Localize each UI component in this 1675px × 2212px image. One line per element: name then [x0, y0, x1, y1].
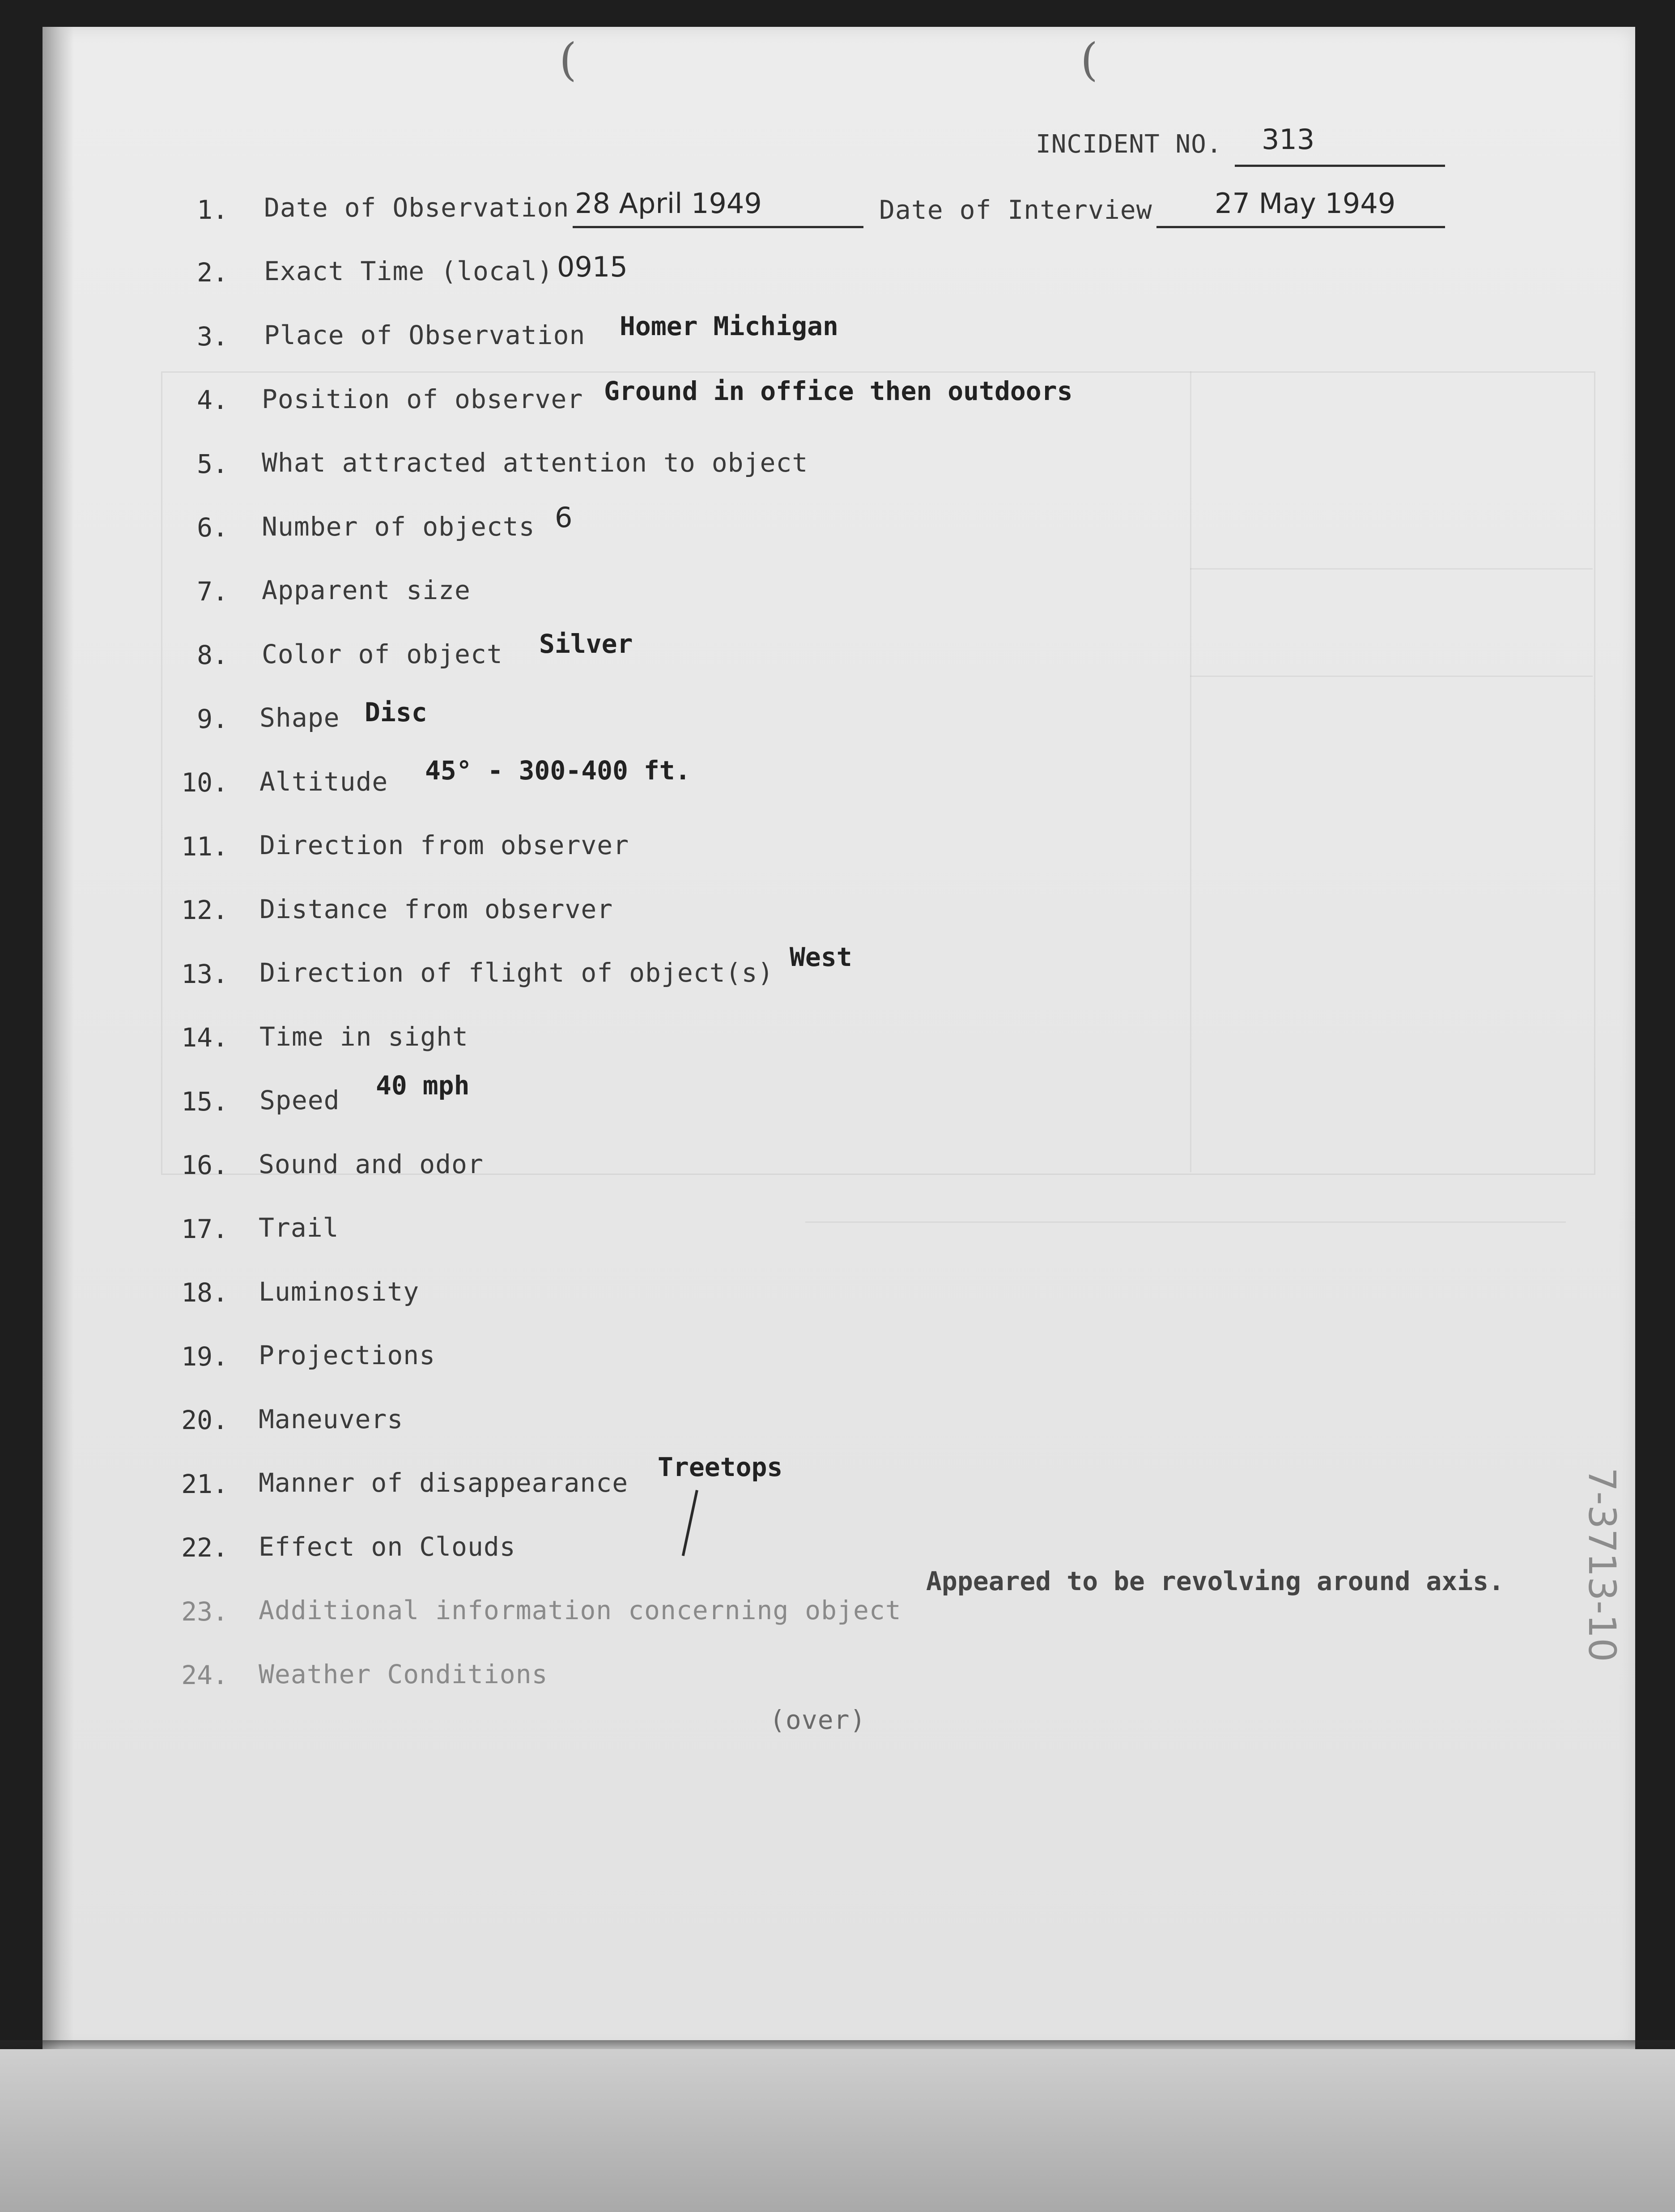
item-value-exact-time: 0915: [557, 251, 628, 283]
bleed-through-line: [1190, 371, 1191, 1172]
item-value-disappearance: Treetops: [658, 1452, 783, 1482]
item-number: 5.: [197, 449, 228, 479]
item-number: 9.: [197, 704, 228, 734]
item-label-sound-odor: Sound and odor: [259, 1149, 484, 1179]
date-interview-label: Date of Interview: [879, 195, 1152, 225]
bleed-through-line: [805, 1221, 1566, 1223]
date-observation-value: 28 April 1949: [575, 187, 762, 220]
item-number: 10.: [181, 767, 228, 798]
item-label-direction-observer: Direction from observer: [259, 830, 629, 860]
item-label-altitude: Altitude: [259, 766, 388, 797]
item-number: 23.: [181, 1596, 228, 1627]
item-label-apparent-size: Apparent size: [262, 575, 471, 605]
incident-number: 313: [1262, 123, 1315, 156]
item-label-weather: Weather Conditions: [259, 1659, 548, 1689]
item-value-shape: Disc: [365, 697, 427, 727]
item-label-attention: What attracted attention to object: [262, 447, 808, 478]
item-number: 19.: [181, 1341, 228, 1372]
date-interview-underline: [1156, 226, 1445, 228]
item-label-maneuvers: Maneuvers: [259, 1404, 404, 1434]
date-observation-underline: [573, 226, 863, 228]
item-number: 2.: [197, 257, 228, 288]
item-number: 8.: [197, 640, 228, 670]
item-label-color: Color of object: [262, 639, 503, 669]
paper-left-shadow: [43, 27, 74, 2049]
item-number: 13.: [181, 959, 228, 989]
item-label-trail: Trail: [259, 1212, 339, 1243]
item-number: 21.: [181, 1469, 228, 1499]
item-number: 11.: [181, 831, 228, 862]
item-value-number-objects: 6: [555, 501, 573, 534]
item-number: 12.: [181, 895, 228, 925]
item-label-time-in-sight: Time in sight: [259, 1021, 468, 1052]
item-value-flight-direction: West: [790, 942, 852, 972]
item-label-speed: Speed: [259, 1085, 340, 1115]
item-value-altitude: 45° - 300-400 ft.: [425, 755, 691, 786]
punch-mark: (: [559, 34, 577, 86]
item-label-additional-info: Additional information concerning object: [259, 1595, 901, 1625]
item-number: 6.: [197, 512, 228, 543]
bleed-through-line: [1190, 568, 1593, 570]
item-value-color: Silver: [539, 629, 633, 659]
item-number: 18.: [181, 1277, 228, 1308]
item-number: 1.: [197, 195, 228, 225]
item-label-flight-direction: Direction of flight of object(s): [259, 957, 774, 988]
item-number: 7.: [197, 576, 228, 607]
item-label-distance: Distance from observer: [259, 894, 613, 924]
item-label-projections: Projections: [259, 1340, 436, 1370]
item-value-speed: 40 mph: [376, 1070, 470, 1101]
item-label-position: Position of observer: [262, 384, 583, 414]
item-value-place: Homer Michigan: [620, 311, 838, 341]
item-number: 16.: [181, 1150, 228, 1180]
item-label-place: Place of Observation: [264, 320, 586, 350]
item-label-exact-time: Exact Time (local): [264, 256, 553, 286]
over-note: (over): [769, 1705, 866, 1735]
item-label-shape: Shape: [259, 702, 340, 733]
incident-underline: [1235, 165, 1445, 167]
date-interview-value: 27 May 1949: [1215, 187, 1396, 220]
punch-mark: (: [1080, 34, 1098, 86]
item-number: 4.: [197, 385, 228, 415]
item-number: 15.: [181, 1086, 228, 1117]
incident-label: INCIDENT NO.: [1036, 130, 1222, 159]
item-number: 24.: [181, 1660, 228, 1690]
item-number: 3.: [197, 321, 228, 352]
item-label-number-objects: Number of objects: [262, 511, 535, 542]
item-value-additional-info: Appeared to be revolving around axis.: [926, 1566, 1505, 1596]
item-number: 14.: [181, 1022, 228, 1053]
scan-bottom-margin: [0, 2049, 1675, 2212]
bleed-through-line: [1190, 676, 1593, 677]
item-label-clouds: Effect on Clouds: [259, 1531, 516, 1562]
item-number: 22.: [181, 1532, 228, 1563]
date-observation-label: Date of Observation: [264, 192, 570, 223]
item-label-disappearance: Manner of disappearance: [259, 1468, 629, 1498]
item-number: 17.: [181, 1214, 228, 1244]
margin-reference-number: 7-3713-10: [1580, 1468, 1624, 1662]
item-value-position: Ground in office then outdoors: [604, 376, 1073, 406]
item-label-luminosity: Luminosity: [259, 1276, 420, 1307]
item-number: 20.: [181, 1405, 228, 1435]
